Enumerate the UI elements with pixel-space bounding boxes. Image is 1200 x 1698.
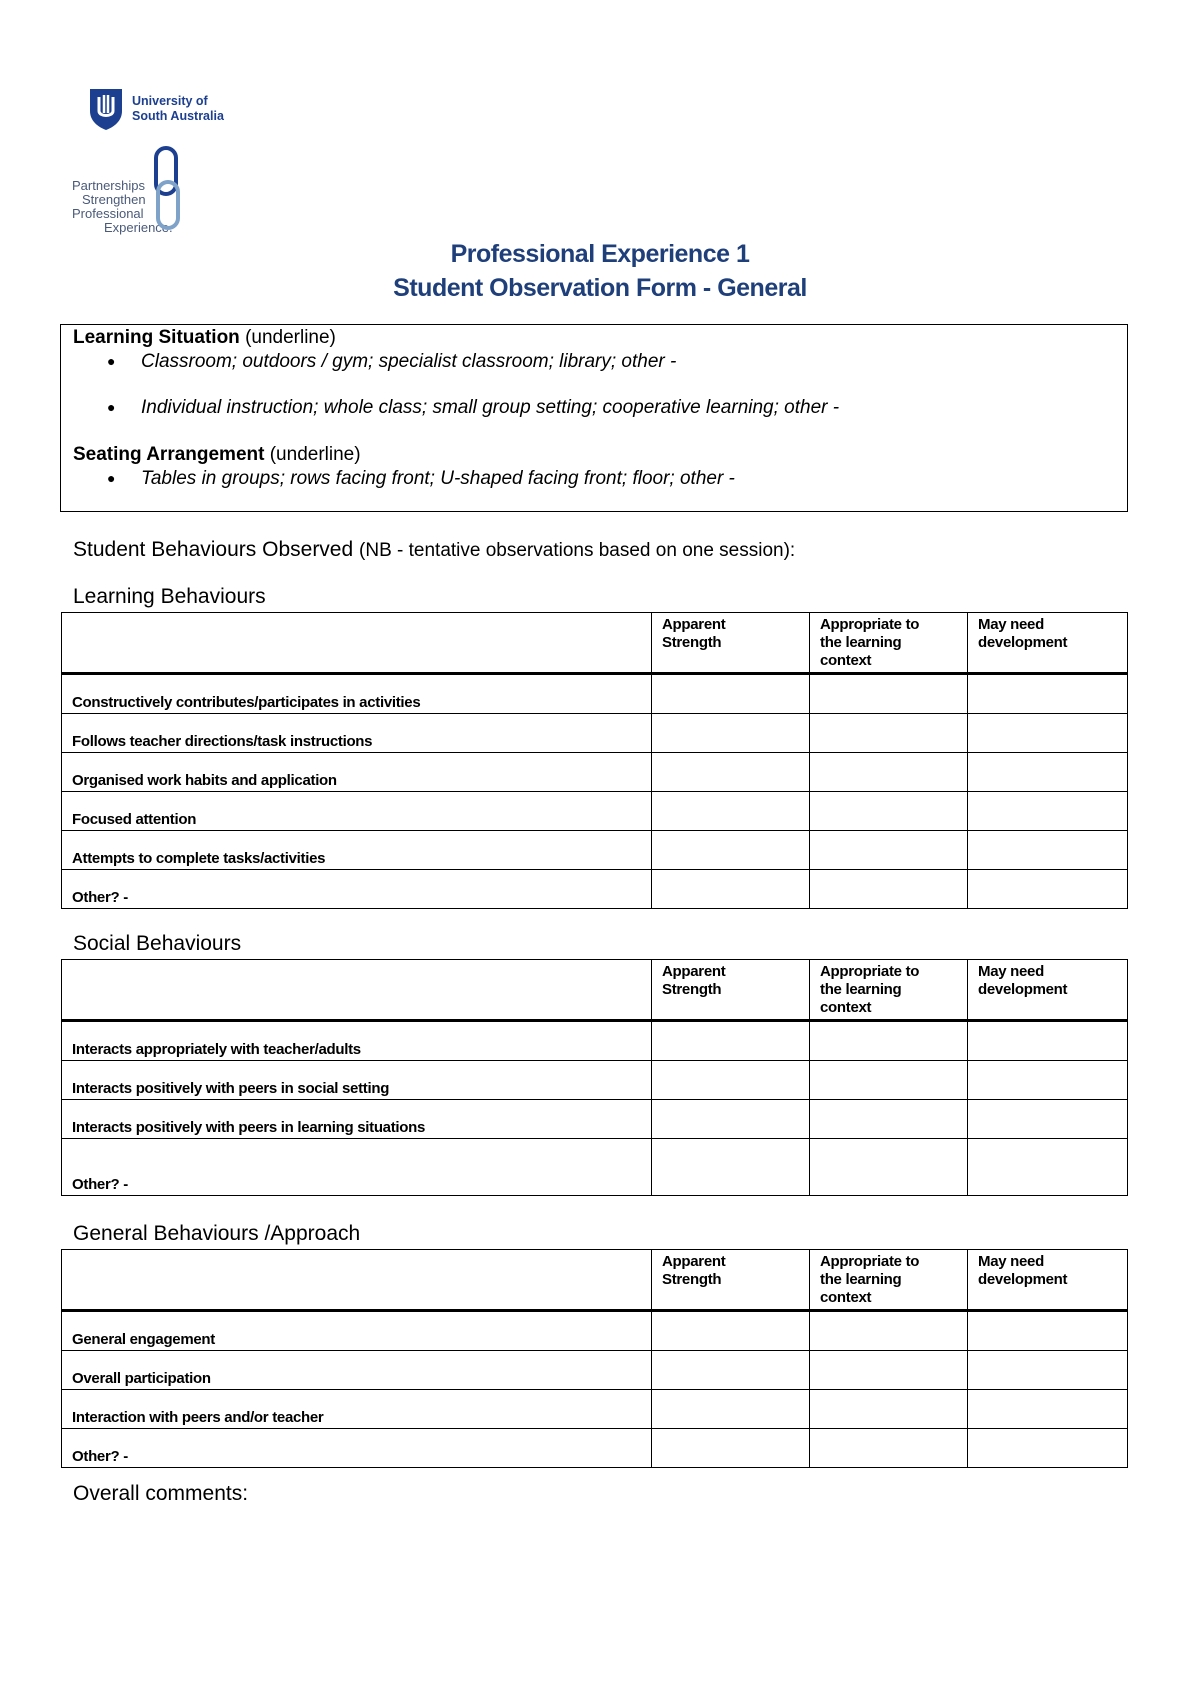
strength-cell[interactable] bbox=[652, 753, 810, 792]
row-label: Other? - bbox=[62, 1139, 652, 1196]
table-row bbox=[62, 1139, 1128, 1196]
table-row bbox=[62, 1390, 1128, 1429]
situation-box bbox=[60, 324, 1128, 512]
social-behaviours-table bbox=[61, 959, 1128, 1196]
pspe-line1: Partnerships bbox=[72, 178, 145, 193]
learning-behaviours-table bbox=[61, 612, 1128, 909]
development-cell[interactable] bbox=[968, 870, 1128, 909]
appropriate-cell[interactable] bbox=[810, 831, 968, 870]
title-line1: Professional Experience 1 bbox=[450, 240, 750, 268]
appropriate-cell[interactable] bbox=[810, 674, 968, 714]
row-label: Other? - bbox=[62, 870, 652, 909]
learning-behaviours-heading: Learning Behaviours bbox=[73, 585, 266, 608]
development-cell[interactable] bbox=[968, 674, 1128, 714]
table-row bbox=[62, 792, 1128, 831]
unisa-logo bbox=[88, 87, 224, 131]
header-apparent-strength: Apparent Strength bbox=[652, 960, 810, 1021]
unisa-shield-icon bbox=[88, 87, 124, 131]
appropriate-cell[interactable] bbox=[810, 1390, 968, 1429]
appropriate-cell[interactable] bbox=[810, 1100, 968, 1139]
social-behaviours-heading: Social Behaviours bbox=[73, 932, 242, 955]
strength-cell[interactable] bbox=[652, 831, 810, 870]
pspe-logo bbox=[72, 146, 192, 238]
seating-arrangement-line bbox=[73, 444, 361, 466]
appropriate-cell[interactable] bbox=[810, 1311, 968, 1351]
learning-option-2: ● Individual instruction; whole class; small group setting; cooperative learning; other - bbox=[107, 397, 840, 418]
bullet-icon: ● bbox=[107, 353, 116, 369]
table-header-row bbox=[62, 1250, 1128, 1311]
table-row bbox=[62, 1061, 1128, 1100]
row-label: Follows teacher directions/task instructions bbox=[62, 714, 652, 753]
seating-option-1: ● Tables in groups; rows facing front; U-shaped facing front; floor; other - bbox=[107, 468, 735, 489]
appropriate-cell[interactable] bbox=[810, 1021, 968, 1061]
table-row bbox=[62, 870, 1128, 909]
chain-link-icon bbox=[152, 146, 182, 236]
header-blank-cell bbox=[62, 960, 652, 1021]
header-may-need-development: May need development bbox=[968, 960, 1128, 1021]
row-label: Attempts to complete tasks/activities bbox=[62, 831, 652, 870]
header-appropriate: Appropriate to the learning context bbox=[810, 960, 968, 1021]
strength-cell[interactable] bbox=[652, 1100, 810, 1139]
table-row bbox=[62, 831, 1128, 870]
overall-comments-label: Overall comments: bbox=[73, 1482, 249, 1505]
row-label: Interaction with peers and/or teacher bbox=[62, 1390, 652, 1429]
appropriate-cell[interactable] bbox=[810, 1061, 968, 1100]
row-label: Organised work habits and application bbox=[62, 753, 652, 792]
table-header-row bbox=[62, 613, 1128, 674]
appropriate-cell[interactable] bbox=[810, 1351, 968, 1390]
bullet-icon: ● bbox=[107, 399, 116, 415]
bullet-icon: ● bbox=[107, 470, 116, 486]
header-apparent-strength: Apparent Strength bbox=[652, 1250, 810, 1311]
behaviours-observed-note: (NB - tentative observations based on one session): bbox=[359, 540, 796, 561]
row-label: Overall participation bbox=[62, 1351, 652, 1390]
row-label: Interacts positively with peers in learning situations bbox=[62, 1100, 652, 1139]
unisa-line1: University of bbox=[132, 94, 208, 108]
appropriate-cell[interactable] bbox=[810, 1429, 968, 1468]
development-cell[interactable] bbox=[968, 792, 1128, 831]
header-may-need-development: May need development bbox=[968, 1250, 1128, 1311]
learning-situation-line bbox=[73, 327, 336, 349]
strength-cell[interactable] bbox=[652, 1311, 810, 1351]
pspe-line2: Strengthen bbox=[82, 192, 146, 207]
row-label: Interacts positively with peers in social setting bbox=[62, 1061, 652, 1100]
development-cell[interactable] bbox=[968, 1061, 1128, 1100]
header-may-need-development: May need development bbox=[968, 613, 1128, 674]
header-blank-cell bbox=[62, 1250, 652, 1311]
development-cell[interactable] bbox=[968, 1100, 1128, 1139]
strength-cell[interactable] bbox=[652, 1061, 810, 1100]
pspe-line3: Professional bbox=[72, 206, 144, 221]
appropriate-cell[interactable] bbox=[810, 870, 968, 909]
row-label: General engagement bbox=[62, 1311, 652, 1351]
pspe-line4: Experience. bbox=[104, 220, 173, 235]
title-line2: Student Observation Form - General bbox=[393, 274, 807, 302]
unisa-line2: South Australia bbox=[132, 109, 224, 123]
learning-situation-note: (underline) bbox=[245, 327, 336, 348]
development-cell[interactable] bbox=[968, 1021, 1128, 1061]
table-header-row bbox=[62, 960, 1128, 1021]
seating-arrangement-label: Seating Arrangement bbox=[73, 444, 265, 465]
appropriate-cell[interactable] bbox=[810, 792, 968, 831]
development-cell[interactable] bbox=[968, 1351, 1128, 1390]
development-cell[interactable] bbox=[968, 1429, 1128, 1468]
table-row bbox=[62, 753, 1128, 792]
general-behaviours-table bbox=[61, 1249, 1128, 1468]
table-row bbox=[62, 1311, 1128, 1351]
row-label: Interacts appropriately with teacher/adults bbox=[62, 1021, 652, 1061]
development-cell[interactable] bbox=[968, 753, 1128, 792]
strength-cell[interactable] bbox=[652, 1021, 810, 1061]
development-cell[interactable] bbox=[968, 714, 1128, 753]
row-label: Focused attention bbox=[62, 792, 652, 831]
behaviours-observed-label: Student Behaviours Observed bbox=[73, 538, 354, 561]
behaviours-observed-heading bbox=[73, 538, 795, 562]
header-appropriate: Appropriate to the learning context bbox=[810, 1250, 968, 1311]
development-cell[interactable] bbox=[968, 1390, 1128, 1429]
strength-cell[interactable] bbox=[652, 1139, 810, 1196]
appropriate-cell[interactable] bbox=[810, 753, 968, 792]
strength-cell[interactable] bbox=[652, 714, 810, 753]
development-cell[interactable] bbox=[968, 1139, 1128, 1196]
row-label: Constructively contributes/participates in activities bbox=[62, 674, 652, 714]
seating-arrangement-note: (underline) bbox=[269, 444, 361, 465]
table-row bbox=[62, 674, 1128, 714]
table-row bbox=[62, 1351, 1128, 1390]
strength-cell[interactable] bbox=[652, 674, 810, 714]
table-row bbox=[62, 1100, 1128, 1139]
table-row bbox=[62, 1429, 1128, 1468]
strength-cell[interactable] bbox=[652, 1429, 810, 1468]
appropriate-cell[interactable] bbox=[810, 714, 968, 753]
learning-situation-label: Learning Situation bbox=[73, 327, 240, 348]
table-row bbox=[62, 714, 1128, 753]
header-appropriate: Appropriate to the learning context bbox=[810, 613, 968, 674]
general-behaviours-heading: General Behaviours /Approach bbox=[73, 1222, 361, 1245]
development-cell[interactable] bbox=[968, 1311, 1128, 1351]
header-blank-cell bbox=[62, 613, 652, 674]
learning-option-1: ● Classroom; outdoors / gym; specialist classroom; library; other - bbox=[107, 351, 677, 372]
row-label: Other? - bbox=[62, 1429, 652, 1468]
strength-cell[interactable] bbox=[652, 1390, 810, 1429]
header-apparent-strength: Apparent Strength bbox=[652, 613, 810, 674]
development-cell[interactable] bbox=[968, 831, 1128, 870]
strength-cell[interactable] bbox=[652, 870, 810, 909]
strength-cell[interactable] bbox=[652, 792, 810, 831]
strength-cell[interactable] bbox=[652, 1351, 810, 1390]
appropriate-cell[interactable] bbox=[810, 1139, 968, 1196]
table-row bbox=[62, 1021, 1128, 1061]
